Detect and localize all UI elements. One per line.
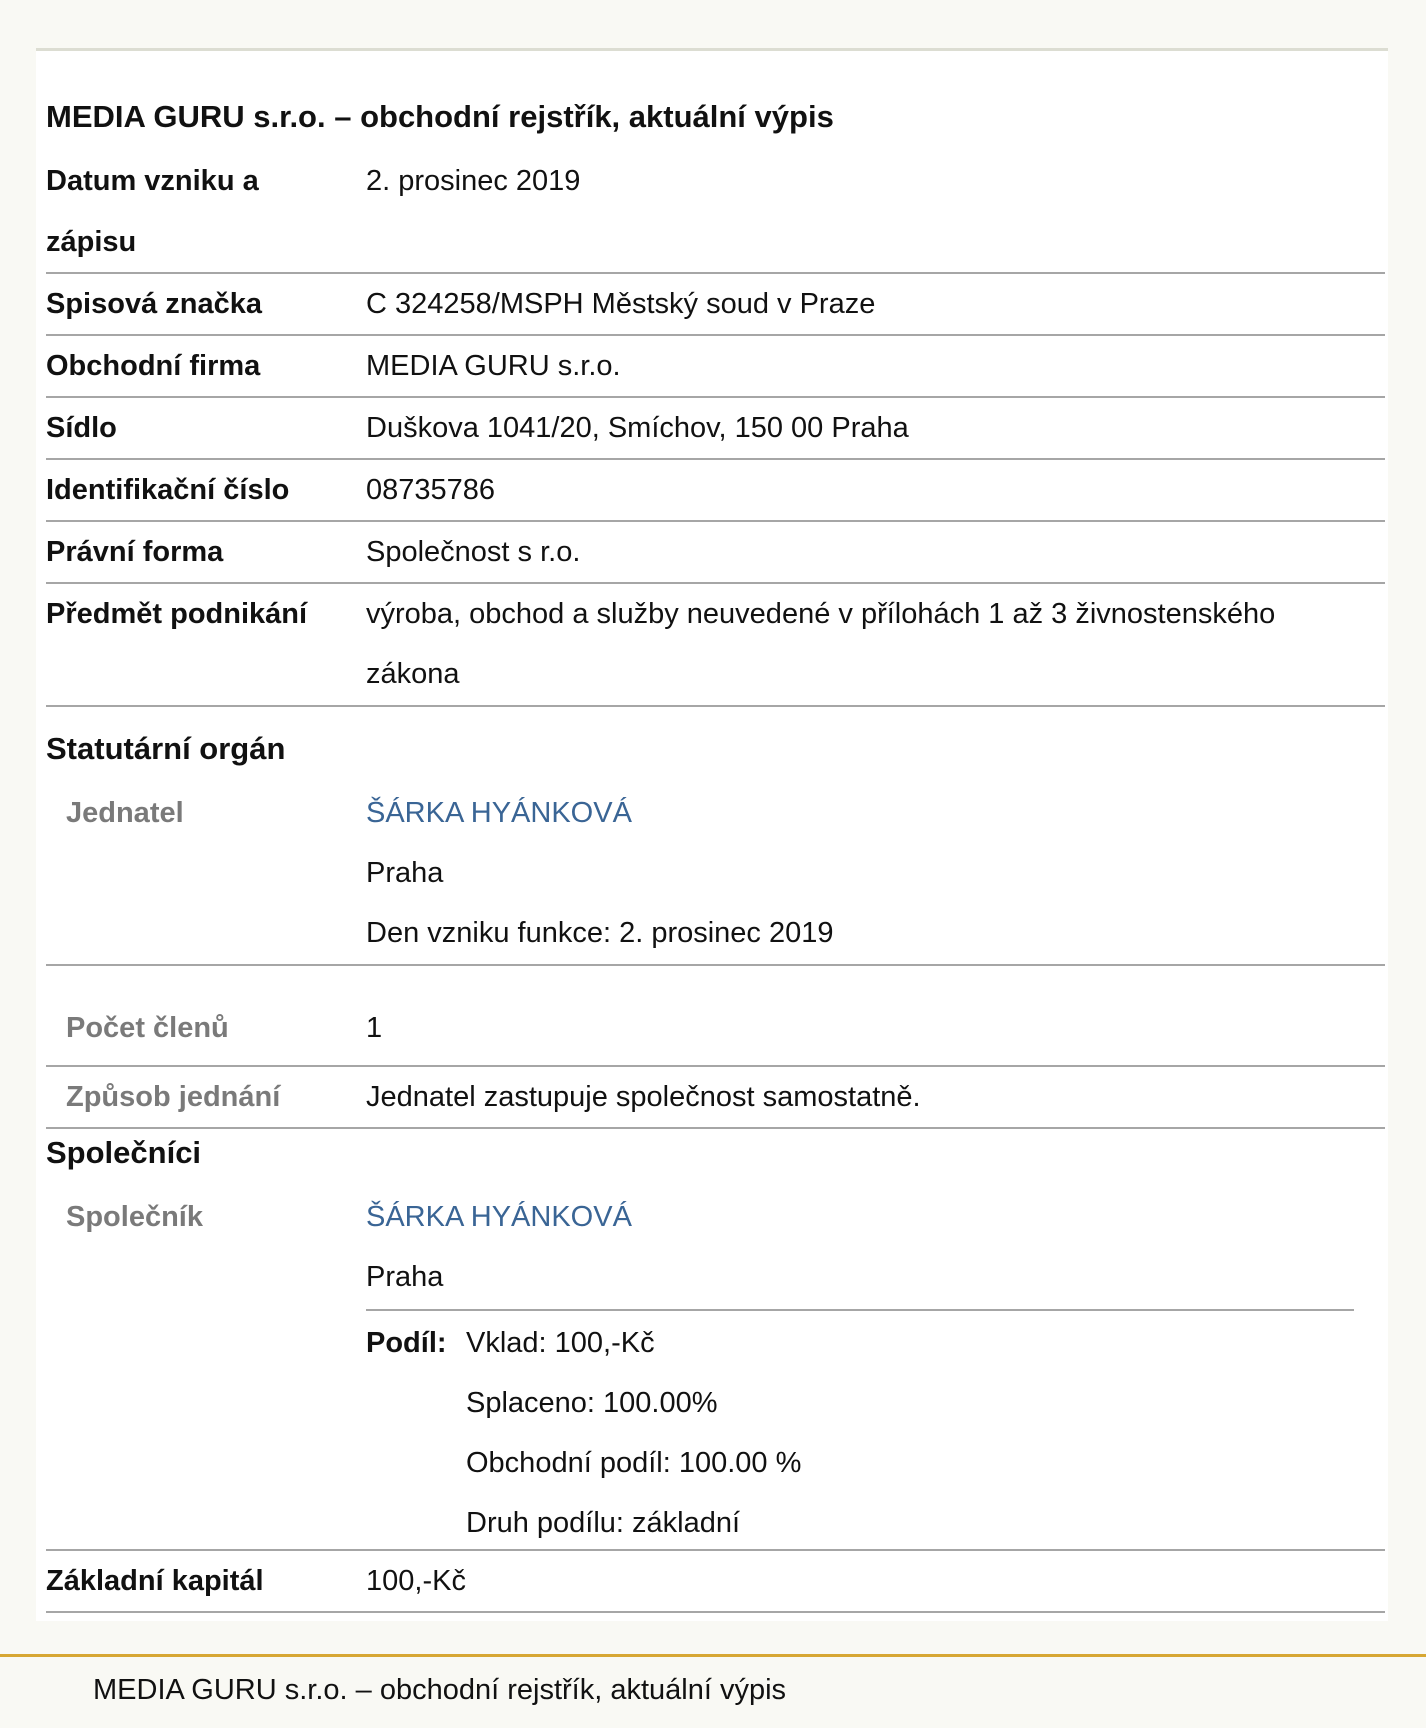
- value-sidlo: Duškova 1041/20, Smíchov, 150 00 Praha: [366, 412, 909, 444]
- label-ico: Identifikační číslo: [46, 474, 290, 506]
- row-zpusob-jednani: [46, 1067, 1385, 1129]
- row-ico: [46, 460, 1385, 522]
- row-jednatel: [46, 783, 1385, 966]
- row-spisova-znacka: [46, 274, 1385, 336]
- label-predmet: Předmět podnikání: [46, 598, 308, 630]
- row-predmet-podnikani: [46, 584, 1385, 707]
- row-zakladni-kapital: [46, 1551, 1385, 1613]
- link-spolecnik-name[interactable]: ŠÁRKA HYÁNKOVÁ: [366, 1201, 632, 1233]
- value-spolecnik-city: Praha: [366, 1261, 444, 1293]
- link-jednatel-name[interactable]: ŠÁRKA HYÁNKOVÁ: [366, 797, 632, 829]
- label-datum-line2: zápisu: [46, 226, 137, 258]
- row-datum-vzniku: [46, 151, 1385, 274]
- register-card: [36, 51, 1388, 1621]
- footer-divider: [0, 1654, 1426, 1657]
- row-pocet-clenu: [46, 986, 1385, 1067]
- value-ico: 08735786: [366, 474, 496, 506]
- value-kapital: 100,-Kč: [366, 1565, 466, 1597]
- label-kapital: Základní kapitál: [46, 1565, 264, 1597]
- value-jednatel-since: Den vzniku funkce: 2. prosinec 2019: [366, 917, 834, 949]
- share-divider: [366, 1309, 1354, 1311]
- row-pravni-forma: [46, 522, 1385, 584]
- value-predmet-line1: výroba, obchod a služby neuvedené v přílohách 1 až 3 živnostenského: [366, 598, 1276, 630]
- value-zpusob-jednani: Jednatel zastupuje společnost samostatně.: [366, 1081, 921, 1113]
- label-spolecnik: Společník: [66, 1201, 203, 1233]
- heading-statutarni-organ: Statutární orgán: [46, 731, 286, 766]
- value-firma: MEDIA GURU s.r.o.: [366, 350, 621, 382]
- value-predmet-line2: zákona: [366, 658, 460, 690]
- value-forma: Společnost s r.o.: [366, 536, 581, 568]
- label-forma: Právní forma: [46, 536, 224, 568]
- value-obchodni-podil: Obchodní podíl: 100.00 %: [466, 1447, 802, 1479]
- value-pocet-clenu: 1: [366, 1012, 383, 1044]
- label-datum-line1: Datum vzniku a: [46, 165, 259, 197]
- value-vklad: Vklad: 100,-Kč: [466, 1327, 655, 1359]
- label-zpusob-jednani: Způsob jednání: [66, 1081, 281, 1113]
- value-jednatel-city: Praha: [366, 857, 444, 889]
- row-spolecnik: [46, 1187, 1385, 1551]
- value-datum: 2. prosinec 2019: [366, 165, 581, 197]
- label-sidlo: Sídlo: [46, 412, 117, 444]
- value-druh-podilu: Druh podílu: základní: [466, 1507, 741, 1539]
- value-spisova: C 324258/MSPH Městský soud v Praze: [366, 288, 876, 320]
- page-title: MEDIA GURU s.r.o. – obchodní rejstřík, aktuální výpis: [46, 99, 834, 134]
- value-splaceno: Splaceno: 100.00%: [466, 1387, 718, 1419]
- row-sidlo: [46, 398, 1385, 460]
- footer-title: MEDIA GURU s.r.o. – obchodní rejstřík, aktuální výpis: [93, 1674, 787, 1706]
- heading-spolecnici: Společníci: [46, 1135, 202, 1170]
- label-jednatel: Jednatel: [66, 797, 184, 829]
- label-firma: Obchodní firma: [46, 350, 261, 382]
- label-spisova: Spisová značka: [46, 288, 262, 320]
- label-pocet-clenu: Počet členů: [66, 1012, 229, 1044]
- row-obchodni-firma: [46, 336, 1385, 398]
- label-podil: Podíl:: [366, 1327, 447, 1359]
